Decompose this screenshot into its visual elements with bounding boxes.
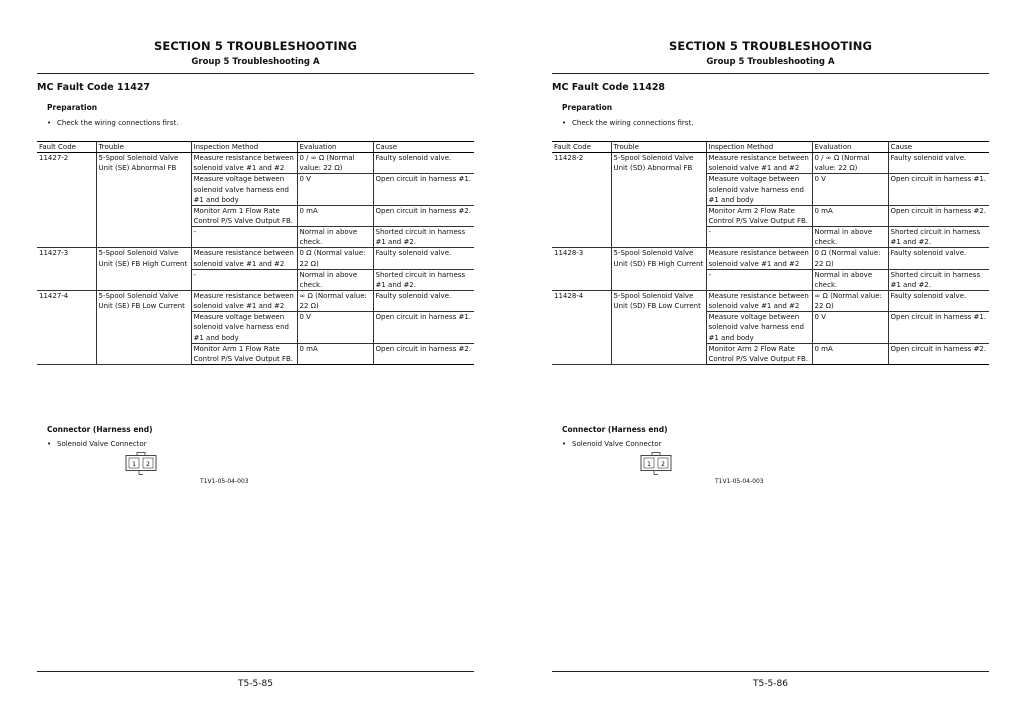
figure-id: T1V1-05-04-003 (715, 478, 764, 485)
fault-code-cell: 11428-3 (552, 248, 611, 291)
cause-cell: Open circuit in harness #1. (888, 174, 989, 205)
evaluation-cell: Normal in above check. (812, 227, 888, 248)
evaluation-cell: Normal in above check. (812, 269, 888, 290)
inspection-method-cell: Measure voltage between solenoid valve harness end #1 and body (706, 312, 812, 343)
cause-column-header: Cause (888, 142, 989, 153)
cause-column-header: Cause (373, 142, 474, 153)
footer-divider (552, 671, 989, 672)
header-divider (37, 73, 474, 74)
cause-cell: Open circuit in harness #1. (373, 174, 474, 205)
connector-heading: Connector (Harness end) (562, 425, 668, 434)
preparation-bullet (562, 119, 693, 127)
connector-latch (652, 453, 660, 456)
fault-table-body (37, 153, 474, 365)
header-row (37, 142, 474, 153)
connector-diagram-icon (125, 452, 157, 476)
inspection-method-cell: Measure resistance between solenoid valve #1 and #2 (191, 248, 297, 269)
connector-heading: Connector (Harness end) (47, 425, 153, 434)
trouble-cell: 5-Spool Solenoid Valve Unit (SD) Abnormal FB (611, 153, 706, 248)
header-row (552, 142, 989, 153)
cause-cell: Shorted circuit in harness #1 and #2. (373, 227, 474, 248)
header-divider (552, 73, 989, 74)
footer-divider (37, 671, 474, 672)
fault-code-cell: 11428-2 (552, 153, 611, 248)
table-row (37, 290, 474, 311)
inspection-method-cell: - (191, 227, 297, 248)
preparation-heading: Preparation (562, 103, 613, 112)
fault-code-cell: 11428-4 (552, 290, 611, 364)
fault-code-cell: 11427-2 (37, 153, 96, 248)
section-title: SECTION 5 TROUBLESHOOTING (153, 39, 358, 53)
connector-pin-1: 1 (132, 461, 136, 468)
evaluation-cell: 0 mA (812, 343, 888, 364)
evaluation-cell: 0 V (812, 174, 888, 205)
inspection-method-cell: Measure resistance between solenoid valve #1 and #2 (706, 290, 812, 311)
inspection-method-cell: Measure resistance between solenoid valve #1 and #2 (706, 248, 812, 269)
evaluation-cell: 0 V (297, 174, 373, 205)
page-number: T5-5-86 (753, 679, 788, 689)
trouble-column-header: Trouble (611, 142, 706, 153)
inspection-method-column-header: Inspection Method (706, 142, 812, 153)
evaluation-cell: 0 / ∞ Ω (Normal value: 22 Ω) (812, 153, 888, 174)
inspection-method-cell: Measure resistance between solenoid valve #1 and #2 (191, 153, 297, 174)
fault-table-body (552, 153, 989, 365)
cause-cell: Open circuit in harness #2. (888, 205, 989, 226)
preparation-bullet (47, 119, 178, 127)
group-title: Group 5 Troubleshooting A (191, 57, 320, 67)
bullet-dot: • (47, 119, 52, 127)
inspection-method-cell: Measure voltage between solenoid valve harness end #1 and body (706, 174, 812, 205)
fault-code-heading: MC Fault Code 11428 (552, 82, 666, 93)
table-row (37, 153, 474, 174)
inspection-method-cell: Measure voltage between solenoid valve harness end #1 and body (191, 174, 297, 205)
cause-cell: Faulty solenoid valve. (888, 290, 989, 311)
bullet-dot: • (562, 440, 567, 448)
evaluation-cell: ∞ Ω (Normal value: 22 Ω) (297, 290, 373, 311)
cause-cell: Shorted circuit in harness #1 and #2. (373, 269, 474, 290)
connector-diagram-icon (640, 452, 672, 476)
figure-id: T1V1-05-04-003 (200, 478, 249, 485)
connector-bullet-text: Solenoid Valve Connector (57, 440, 147, 448)
fault-code-column-header: Fault Code (552, 142, 611, 153)
fault-code-heading: MC Fault Code 11427 (37, 82, 151, 93)
inspection-method-column-header: Inspection Method (191, 142, 297, 153)
table-row (552, 290, 989, 311)
group-title: Group 5 Troubleshooting A (706, 57, 835, 67)
cause-cell: Faulty solenoid valve. (373, 153, 474, 174)
connector-pin-2: 2 (146, 461, 150, 468)
fault-table-header (37, 142, 474, 153)
evaluation-cell: Normal in above check. (297, 227, 373, 248)
cause-cell: Faulty solenoid valve. (373, 290, 474, 311)
connector-pin-2: 2 (661, 461, 665, 468)
evaluation-cell: Normal in above check. (297, 269, 373, 290)
table-row (552, 248, 989, 269)
evaluation-column-header: Evaluation (812, 142, 888, 153)
connector-bullet (47, 440, 147, 448)
evaluation-cell: 0 Ω (Normal value: 22 Ω) (297, 248, 373, 269)
inspection-method-cell: - (191, 269, 297, 290)
evaluation-cell: 0 V (297, 312, 373, 343)
cause-cell: Open circuit in harness #2. (373, 205, 474, 226)
section-title: SECTION 5 TROUBLESHOOTING (668, 39, 873, 53)
evaluation-cell: 0 mA (812, 205, 888, 226)
trouble-cell: 5-Spool Solenoid Valve Unit (SE) FB Low Current (96, 290, 191, 364)
preparation-bullet-text: Check the wiring connections first. (572, 119, 694, 127)
trouble-cell: 5-Spool Solenoid Valve Unit (SE) Abnormal FB (96, 153, 191, 248)
fault-code-cell: 11427-3 (37, 248, 96, 291)
page-number: T5-5-85 (238, 679, 273, 689)
cause-cell: Open circuit in harness #1. (373, 312, 474, 343)
evaluation-cell: 0 mA (297, 343, 373, 364)
trouble-cell: 5-Spool Solenoid Valve Unit (SD) FB Low Current (611, 290, 706, 364)
bullet-dot: • (562, 119, 567, 127)
bullet-dot: • (47, 440, 52, 448)
table-row (552, 153, 989, 174)
connector-bullet-text: Solenoid Valve Connector (572, 440, 662, 448)
cause-cell: Open circuit in harness #2. (888, 343, 989, 364)
fault-code-column-header: Fault Code (37, 142, 96, 153)
inspection-method-cell: Monitor Arm 2 Flow Rate Control P/S Valve Output FB. (706, 205, 812, 226)
trouble-cell: 5-Spool Solenoid Valve Unit (SE) FB High Current (96, 248, 191, 291)
inspection-method-cell: Monitor Arm 2 Flow Rate Control P/S Valve Output FB. (706, 343, 812, 364)
inspection-method-cell: Monitor Arm 1 Flow Rate Control P/S Valve Output FB. (191, 343, 297, 364)
evaluation-cell: 0 Ω (Normal value: 22 Ω) (812, 248, 888, 269)
connector-bullet (562, 440, 662, 448)
inspection-method-cell: Monitor Arm 1 Flow Rate Control P/S Valve Output FB. (191, 205, 297, 226)
evaluation-cell: 0 / ∞ Ω (Normal value: 22 Ω) (297, 153, 373, 174)
fault-table (552, 141, 989, 365)
connector-pin-1: 1 (647, 461, 651, 468)
cause-cell: Shorted circuit in harness #1 and #2. (888, 227, 989, 248)
evaluation-cell: 0 mA (297, 205, 373, 226)
cause-cell: Open circuit in harness #2. (373, 343, 474, 364)
inspection-method-cell: - (706, 269, 812, 290)
fault-table-header (552, 142, 989, 153)
table-row (37, 248, 474, 269)
preparation-heading: Preparation (47, 103, 98, 112)
preparation-bullet-text: Check the wiring connections first. (57, 119, 179, 127)
inspection-method-cell: Measure resistance between solenoid valve #1 and #2 (191, 290, 297, 311)
inspection-method-cell: Measure resistance between solenoid valve #1 and #2 (706, 153, 812, 174)
cause-cell: Faulty solenoid valve. (373, 248, 474, 269)
cause-cell: Open circuit in harness #1. (888, 312, 989, 343)
trouble-column-header: Trouble (96, 142, 191, 153)
page-left (37, 0, 474, 724)
page-right (552, 0, 989, 724)
evaluation-column-header: Evaluation (297, 142, 373, 153)
evaluation-cell: ∞ Ω (Normal value: 22 Ω) (812, 290, 888, 311)
fault-code-cell: 11427-4 (37, 290, 96, 364)
cause-cell: Faulty solenoid valve. (888, 248, 989, 269)
cause-cell: Shorted circuit in harness #1 and #2. (888, 269, 989, 290)
cause-cell: Faulty solenoid valve. (888, 153, 989, 174)
inspection-method-cell: Measure voltage between solenoid valve harness end #1 and body (191, 312, 297, 343)
fault-table (37, 141, 474, 365)
connector-latch (137, 453, 145, 456)
evaluation-cell: 0 V (812, 312, 888, 343)
trouble-cell: 5-Spool Solenoid Valve Unit (SD) FB High Current (611, 248, 706, 291)
inspection-method-cell: - (706, 227, 812, 248)
